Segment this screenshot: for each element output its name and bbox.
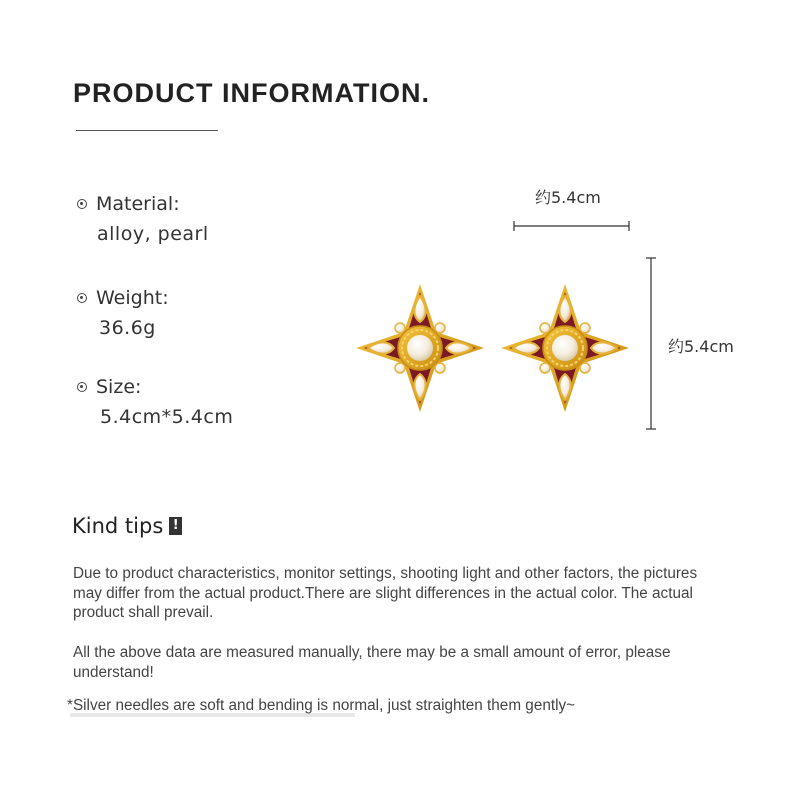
kind-tips-title: Kind tips (72, 514, 164, 538)
spec-label: Weight: (96, 287, 169, 309)
earring-right (501, 284, 629, 412)
kind-tips-heading (72, 514, 182, 538)
earring-left (356, 284, 484, 412)
spec-value: alloy, pearl (97, 223, 209, 245)
spec-label: Size: (96, 376, 142, 398)
tip-paragraph-measurement: All the above data are measured manually, there may be a small amount of error, please understand! (73, 644, 671, 681)
spec-value: 5.4cm*5.4cm (100, 406, 234, 428)
height-dimension-label: 约5.4cm (668, 337, 734, 356)
width-dimension-label: 约5.4cm (535, 188, 601, 207)
width-dimension-line (514, 221, 629, 231)
height-dimension-line (646, 258, 656, 429)
tip-paragraph-color: Due to product characteristics, monitor settings, shooting light and other factors, the pictures may differ from the actual product.There are slight differences in the actual color. The actual product shall prevail. (73, 565, 698, 621)
silver-needle-note: *Silver needles are soft and bending is normal, just straighten them gently~ (67, 697, 576, 714)
spec-label: Material: (96, 193, 180, 215)
exclamation-icon: ! (169, 517, 182, 535)
spec-value: 36.6g (99, 317, 156, 339)
page-title: PRODUCT INFORMATION. (73, 78, 430, 108)
